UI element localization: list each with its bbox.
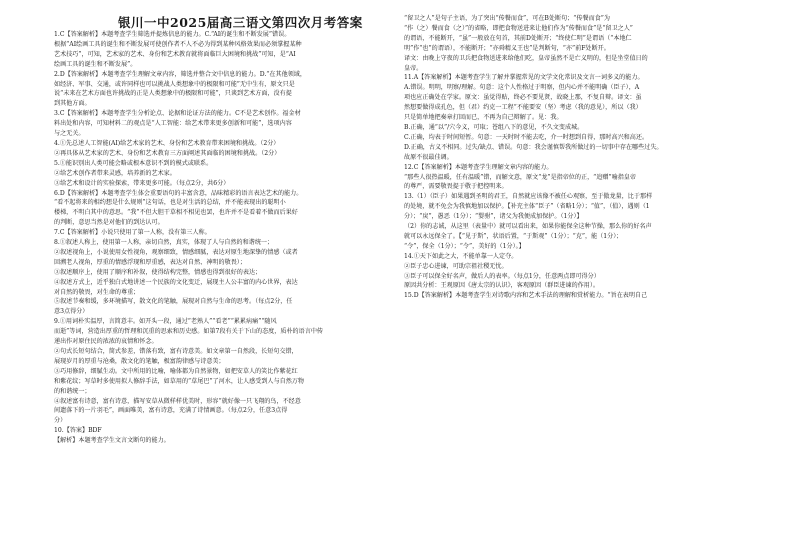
answer-line: 分）；“戾”，愚恶（1分）；“婴驸”，诸父为我便成加保护。（1分）】 — [404, 213, 583, 221]
answer-line: ②给艺术创作者带来灵感，培养新的艺术家。 — [54, 169, 176, 177]
answer-line: 的判断，意思当然是对他们的到达认可。 — [54, 219, 164, 227]
answer-line: 和紫花纹；写草时多使用拟人修辞手法，如草用的“草尾巴”了河水，让人感受到人与自然万物 — [54, 377, 304, 385]
answer-line: 5.①能识别出人类可能会略或根本意识不到的模式或联系。 — [54, 159, 213, 167]
answer-line: 皇帝。 — [404, 64, 423, 72]
answer-line: 2.D【答案解析】本题考查学生理解文章内容，筛选并整合文中信息的能力。D.“在其他领域， — [54, 70, 306, 78]
answer-line: 到其他方面。 — [54, 100, 91, 108]
answer-line: 递出作对原住民的浓浓的哀情和怀念。 — [54, 338, 158, 346]
answer-line: “作（之）餐而食（之）”的省略，即把食物送进来让他们作为“传餐而食”是“留卫之人” — [404, 24, 633, 32]
answer-line: 4.①先总述人工智能(AI)给艺术家的艺术、身份和艺术教育带来困境和挑战。（2分） — [54, 139, 280, 147]
answer-line: 根据“AI绘画工具的诞生和不断发展可使创作者不人不必为得到某种风格效果而必须掌握某种 — [54, 40, 302, 48]
answer-line: 1.C【答案解析】本题考查学生筛选并提炼信息的能力。C.“AI的诞生和不断发展”错误。 — [54, 31, 291, 38]
answer-line: 楼梯，不明白其中的意思。“我”不但大胆干草相不相见也罢，也许并不是看着不做而后果好 — [54, 209, 298, 217]
answer-line: 【解析】本题考查学生文言文断句的能力。 — [54, 437, 170, 445]
page-title: 银川一中2025届高三语文第四次月考答案 — [118, 15, 363, 30]
answer-line: 与之无关。 — [54, 130, 85, 138]
answer-line: 绘画工具的诞生和不断发展”。 — [54, 60, 137, 68]
answer-line: 回溯老人视角，厚重的情感浮现和厚重感，表达对自然、神明的敬畏）； — [54, 258, 246, 266]
answer-line: C.正确，均表于时间短暂。句意：一天时时不能去吃，介一时想到自得，那时高兴和高还。 — [404, 133, 649, 141]
answer-line: ④叙述富有诗意，富有诗意，描写安草从微样样优美时，形容“就好像一只飞翔的鸟，不经意 — [54, 397, 301, 405]
answer-line: ③臣子可以保全好名声，做后人的表率。（每点1分，任意两点即可得分） — [404, 272, 600, 280]
answer-line: 14.①天下如此之大，不能单靠一人定夺。 — [404, 252, 518, 260]
answer-line: D.正确，古义不相同。过失/缺点、错误。句意：我会谨慎帮我所做过的一切事中存在哪些过失。 — [404, 143, 663, 151]
answer-line: ③给艺术和设计的实验探索，带来更多可能。（每点2分，共6分） — [54, 179, 230, 187]
answer-line: ②再具体从艺术家的艺术、身份和艺术教育三方面阐述其面临的困境和挑战。（2分） — [54, 149, 281, 157]
answer-line: 明”作“也”的谓语），不能断开；“亦舜精义王也”是判断句，“亦”前F处断开。 — [404, 44, 610, 52]
answer-column-left — [54, 30, 394, 446]
answer-line: 11.A【答案解析】本题考查学生了解并掌握常见的文学文化常识及文言一词多义的能力。 — [404, 74, 644, 82]
answer-line: 艺术技巧”，可知，艺术家的艺术、身份和艺术教育就将面临巨大困境和挑战”可知，是“AI — [54, 50, 296, 58]
answer-line: A.错误。明明，明察/理解。句意：这个人性格过于明察，但内心并不能明确（臣子），A — [404, 84, 640, 92]
answer-line: 13.（1）（臣子）如果遇到圣明的君王，自然就应该像不被任心观察，至于傲龙量，比于那样 — [404, 193, 653, 201]
answer-line: “那些人很热温暖，任有温暖”错，而解文意，原文“龙”是指帝位的正，“追赠”喻指皇帝 — [404, 173, 636, 181]
answer-line: 的和谐统一； — [54, 387, 91, 395]
answer-line: 分） — [54, 417, 67, 425]
answer-line: 原因共分析：王观原因《唐太宗的认识》，客观原因（群臣进谏的作用）。 — [404, 282, 599, 290]
answer-line: ⑤叙述节奏和缓，多环境描写，散文化的笔触，展现对自然与生命的思考。（每点2分，任 — [54, 298, 293, 306]
answer-line: “令”，保全（1分）；“令”，美好的（1分）。】 — [404, 242, 525, 250]
answer-line: 3.C【答案解析】本题考查学生分析论点、论据和论证方法的能力。C不是艺术创作。福金材 — [54, 110, 301, 118]
answer-line: 译文：由晚上守夜的卫兵把食物送进来给他们吃，皇帝虽然不是亡义明的，但是坐堂值日的 — [404, 54, 648, 62]
answer-line: 说“未来在艺术方面也许挑战的正是人类想象中的极限和可能”，只谈到艺术方面，没有提 — [54, 90, 292, 98]
answer-line: 就可以永远保全了。【“见于斯”，状语后置，“于斯观”（1分）；“克”，能（1分）； — [404, 232, 623, 240]
answer-line: ②句式长短句结合，简式参差，错落有致，富有诗意美。如文章第一自然段，长短句交错， — [54, 348, 298, 355]
answer-line: 6.D【答案解析】本题考查学生体会重要语句的丰富含意，品味精彩的语言表达艺术的能力。 — [54, 189, 303, 197]
answer-line: 15.D【答案解析】本题考查学生对诗歌内容和艺术手法的理解和赏析能力。“旨在表明自己 — [404, 292, 648, 300]
answer-line: 对自然的敬畏，对生命的尊重； — [54, 288, 140, 296]
answer-line: （2）你的志诚，从这里（表量中）就可以看出来，如果你能保全这种节操，那么你的好名声 — [404, 223, 652, 231]
answer-line: ④叙述方式上，近乎独白式地讲述一个民族的文化变迁，展现主人公丰富的内心世界，表达 — [54, 278, 298, 286]
answer-line: 意3点得分） — [54, 308, 89, 316]
answer-line: 9.①用词朴实温厚，言简意丰。如开头一段，通过“老熟人”“看老”“累累病痛”“随风 — [54, 318, 277, 326]
answer-column-right — [404, 14, 762, 301]
answer-line: 7.C【答案解析】小说只使用了第一人称，没有第三人称。 — [54, 229, 211, 237]
answer-line: 而逝”等词，营造出厚重的哲理和沉重的思索和历史感。如第7段有关于下山的态度，质朴的语言中传 — [54, 328, 324, 336]
answer-line: 只是简单地把奏章打回而已，不再为自己辩解了。见：我。 — [404, 114, 563, 122]
answer-line: “留卫之人”是句子主语，为了突出“传餐而食”，可在B处断句；“传餐而食”为 — [404, 15, 610, 22]
answer-line: 12.C【答案解析】本题考查学生理解文章内容的能力。 — [404, 163, 553, 171]
answer-line: 然想要做得成孔色，但（君）约克一工程“不能要安（坚）考虑（我的意见），所以（我） — [404, 104, 642, 112]
answer-line: 如经济、军事、交通，或许同样也可以挑战人类想象中的极限和可能”无中生有，原文只是 — [54, 80, 295, 88]
answer-line: “看不起将来的相约想是什么规则”这句话，也是对生活的总结，并不能表现出的聪明小 — [54, 199, 286, 207]
answer-line: 展现岁月的厚重与沧桑，散文化的笔触，极富韵律感与诗意美； — [54, 357, 225, 365]
answer-line: 间遗落下的一片羽毛”，画面唯美，富有诗意，充满了诗情画意。（每点2分，任意3点得 — [54, 407, 288, 415]
answer-line: 的处境，就不免会为我慎地加以保护。【补充主体“臣子”（省略1分）；“值”，（值），遇则（1 — [404, 203, 650, 211]
answer-line: 的谓语，不能断开，“虽”一般放在句首，其前D处断开；“终使仁明”是谓语（“本地仁 — [404, 34, 632, 42]
answer-line: 项也应正确处在学家。原文：虽觉得贴，终必不要见贤，故晓上那，不复自辩。译文：虽 — [404, 94, 642, 102]
answer-line: ③叙述顺序上，使用了顺序和补叙，使得结构完整，情感也得到很好的表达； — [54, 268, 262, 276]
answer-line: 的尊严，需要敬畏提于敬于把控明来。 — [404, 183, 508, 191]
answer-line: 故原不很最佳调。 — [404, 153, 453, 161]
answer-line: ②臣子忠心进谏，可助宗祖社稷无忧。 — [404, 262, 508, 270]
answer-line: 10.【答案】BDF — [54, 427, 102, 435]
answer-line: ③巧用修辞，细腻生动。文中所用的比喻，喻体都为自然景物，如把安草人的笑比作紫花红 — [54, 367, 298, 375]
answer-line: 料出处和内容，可知材料二的观点是“人工智能：给艺术带来更多创新和可能”，选项内容 — [54, 120, 292, 128]
answer-line: B.正确，通“以”/穴今义，可取；苍组八下的意见，不久文变成城。 — [404, 123, 584, 131]
answer-line: 8.①叙述人称上，使用第一人称，亲切自然，真实，体现了人与自然的和谐统一； — [54, 239, 274, 247]
answer-line: ②叙述视角上，小说使用女性视角，观察细致，情感细腻，表达对原生地深挚的情感（或者 — [54, 248, 298, 256]
